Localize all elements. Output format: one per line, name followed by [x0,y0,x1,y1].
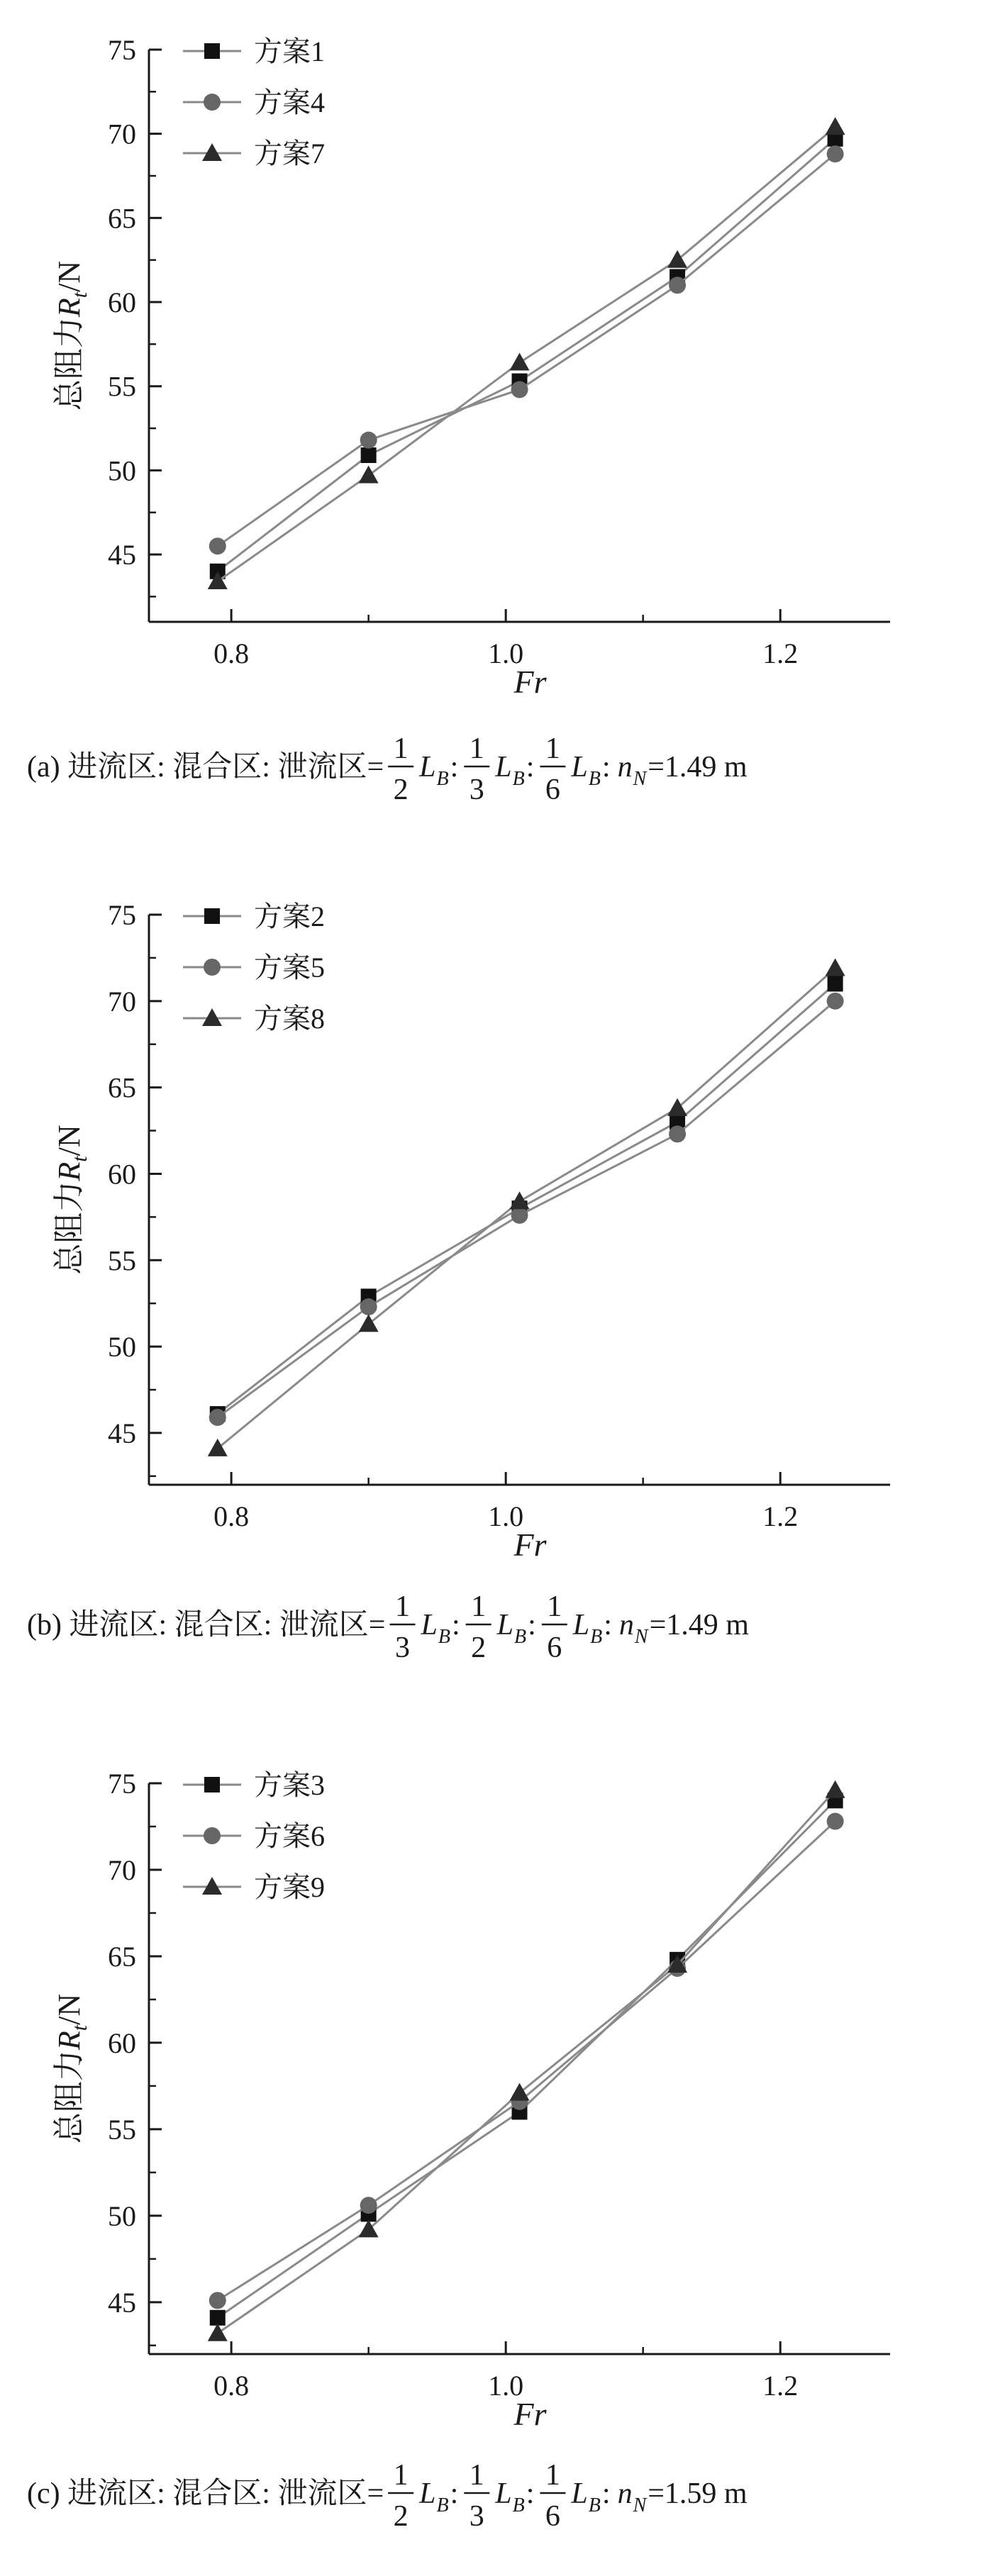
caption-L: L [419,2477,436,2510]
caption-separator: : [450,2477,459,2510]
legend [183,35,325,169]
x-tick-label: 0.8 [213,637,250,669]
series-1 [210,976,843,1422]
y-tick-label: 50 [108,2199,136,2232]
data-point [827,145,844,162]
caption-separator: : [528,1609,536,1641]
data-point [210,2310,226,2326]
fraction-numerator: 1 [545,2459,560,2492]
data-point [510,352,530,370]
caption-L: L [421,1609,438,1641]
fraction-denominator: 2 [393,2500,409,2533]
fraction-numerator: 1 [393,732,409,765]
caption-n: n [618,1609,634,1641]
data-point [828,976,843,991]
data-point [209,537,226,554]
y-tick-label: 45 [108,1417,136,1449]
y-tick-label: 60 [108,2026,136,2059]
fraction-denominator: 6 [545,2500,560,2533]
data-point [667,250,687,268]
data-point [360,1298,377,1315]
caption-L-subscript: B [438,1626,450,1648]
legend [183,1769,325,1903]
caption-n-subscript: N [633,768,647,790]
caption-L-subscript: B [436,768,449,790]
caption-L-subscript: B [512,768,525,790]
y-tick-label: 55 [108,2113,136,2146]
y-tick-label: 65 [108,1940,136,1973]
y-tick-label: 45 [108,2286,136,2319]
data-point [669,1125,686,1142]
caption-label: (a) 进流区: 混合区: 泄流区= [27,751,384,784]
caption-L: L [495,2477,512,2510]
series-3 [208,117,845,589]
x-tick-label: 0.8 [213,1500,250,1532]
y-tick-label: 65 [108,1071,136,1104]
legend-label: 方案1 [254,35,325,67]
data-point [359,466,379,484]
caption-separator: : [526,2477,535,2510]
series-line [218,127,835,581]
y-tick-label: 75 [108,1768,136,1800]
fraction-numerator: 1 [469,2459,484,2492]
fraction-numerator: 1 [393,2459,409,2492]
caption-n-subscript: N [633,2494,647,2516]
legend-marker [204,94,221,111]
chart-panel-3 [27,1768,890,2533]
data-point [826,959,845,976]
caption-separator: : [604,1609,612,1641]
legend-marker [204,1827,221,1844]
legend-label: 方案8 [254,1003,325,1035]
caption [27,1590,749,1664]
x-tick-label: 0.8 [213,2370,250,2402]
caption-L-subscript: B [588,2494,601,2516]
data-point [511,381,528,398]
data-point [208,1439,228,1456]
legend [183,901,325,1035]
fraction-denominator: 2 [471,1632,487,1664]
x-tick-label: 1.2 [762,1500,799,1532]
fraction-denominator: 3 [469,774,484,806]
fraction-numerator: 1 [395,1590,410,1623]
caption-separator: : [451,1609,460,1641]
legend-label: 方案6 [254,1820,325,1852]
y-tick-label: 70 [108,985,136,1017]
x-tick-label: 1.2 [762,637,799,669]
caption [27,732,748,806]
fraction-denominator: 3 [395,1632,410,1664]
caption-separator: : [526,751,535,784]
legend-marker [204,43,220,59]
caption-L-subscript: B [512,2494,525,2516]
caption-L: L [496,1609,513,1641]
caption-n: n [617,751,633,784]
y-tick-label: 60 [108,286,136,319]
data-point [208,2324,228,2341]
legend-label: 方案2 [254,901,325,932]
data-point [669,277,686,294]
data-point [360,432,377,449]
x-axis-title: Fr [513,2396,547,2432]
data-point [510,2083,530,2101]
data-point [359,1314,379,1332]
caption-value: =1.49 m [649,1609,749,1641]
data-point [511,1207,528,1224]
y-tick-label: 50 [108,455,136,487]
legend-label: 方案9 [254,1871,325,1903]
data-point [826,1780,845,1798]
caption-L-subscript: B [590,1626,603,1648]
data-point [361,447,377,463]
fraction-denominator: 6 [547,1632,562,1664]
legend-label: 方案5 [254,952,325,983]
y-tick-label: 55 [108,1244,136,1277]
series-3 [208,1780,845,2341]
x-tick-label: 1.2 [762,2370,799,2402]
caption-value: =1.49 m [648,751,748,784]
data-point [826,117,845,135]
legend-label: 方案4 [254,87,325,118]
series-line [218,154,835,546]
caption-L: L [419,751,436,784]
data-point [209,2292,226,2309]
caption-L-subscript: B [436,2494,449,2516]
y-tick-label: 70 [108,1853,136,1886]
data-point [827,1813,844,1830]
fraction-denominator: 6 [545,774,560,806]
fraction-numerator: 1 [547,1590,562,1623]
y-tick-label: 45 [108,539,136,571]
fraction-numerator: 1 [545,732,560,765]
series-1 [210,131,843,579]
caption-label: (b) 进流区: 混合区: 泄流区= [27,1609,386,1641]
fraction-denominator: 2 [393,774,409,806]
caption-L: L [571,2477,588,2510]
x-tick-label: 1.0 [488,637,524,669]
caption-L: L [495,751,512,784]
y-tick-label: 55 [108,370,136,403]
caption-separator: : [601,2477,611,2510]
y-tick-label: 60 [108,1158,136,1191]
data-point [360,2197,377,2214]
series-2 [209,145,844,554]
legend-marker [204,908,220,924]
caption-L: L [572,1609,590,1641]
y-axis-title: 总阻力$R_t/N$ [52,1125,91,1275]
y-axis-title: 总阻力$R_t/N$ [52,260,91,411]
y-tick-label: 75 [108,34,136,66]
fraction-numerator: 1 [469,732,484,765]
caption-separator: : [601,751,611,784]
y-axis-title: 总阻力$R_t/N$ [52,1993,91,2144]
caption-L: L [571,751,588,784]
y-tick-label: 50 [108,1331,136,1364]
chart-panel-1 [27,34,890,806]
legend-marker [204,959,221,976]
x-tick-label: 1.0 [488,2370,524,2402]
legend-label: 方案7 [254,138,325,169]
caption-value: =1.59 m [648,2477,748,2510]
legend-marker [204,1777,220,1792]
y-tick-label: 70 [108,118,136,150]
caption-L-subscript: B [588,768,601,790]
caption-L-subscript: B [514,1626,527,1648]
caption-n: n [617,2477,633,2510]
fraction-numerator: 1 [471,1590,487,1623]
fraction-denominator: 3 [469,2500,484,2533]
caption-label: (c) 进流区: 混合区: 泄流区= [27,2477,384,2510]
caption [27,2459,748,2533]
caption-separator: : [450,751,459,784]
x-axis-title: Fr [513,1527,547,1563]
chart-panel-2 [27,899,890,1664]
y-tick-label: 75 [108,899,136,931]
data-point [209,1409,226,1426]
x-axis-title: Fr [513,664,547,700]
caption-n-subscript: N [634,1626,648,1648]
x-tick-label: 1.0 [488,1500,524,1532]
legend-label: 方案3 [254,1769,325,1801]
data-point [510,1191,530,1209]
data-point [827,993,844,1010]
y-tick-label: 65 [108,202,136,235]
